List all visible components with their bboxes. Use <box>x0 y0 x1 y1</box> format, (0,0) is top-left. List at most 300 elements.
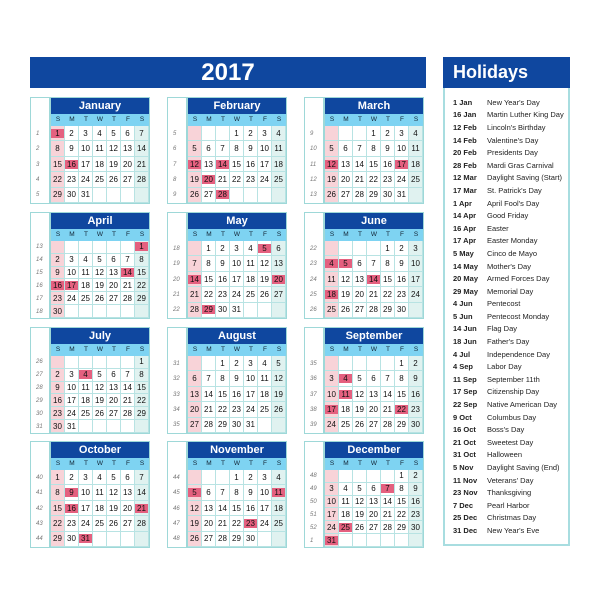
day-cell[interactable] <box>93 292 107 305</box>
holiday-day-cell[interactable] <box>258 241 272 256</box>
holiday-day-cell[interactable] <box>188 272 202 287</box>
day-cell[interactable] <box>395 126 409 141</box>
day-cell[interactable] <box>188 501 202 516</box>
day-cell[interactable] <box>244 371 258 386</box>
day-cell[interactable] <box>135 279 149 292</box>
day-cell[interactable] <box>367 303 381 318</box>
day-cell[interactable] <box>367 287 381 302</box>
day-cell[interactable] <box>93 369 107 382</box>
day-cell[interactable] <box>107 292 121 305</box>
day-cell[interactable] <box>258 287 272 302</box>
day-cell[interactable] <box>216 371 230 386</box>
day-cell[interactable] <box>216 356 230 371</box>
day-cell[interactable] <box>353 402 367 417</box>
day-cell[interactable] <box>51 305 65 318</box>
day-cell[interactable] <box>409 141 423 156</box>
day-cell[interactable] <box>202 485 216 500</box>
day-cell[interactable] <box>244 356 258 371</box>
day-cell[interactable] <box>367 172 381 187</box>
holiday-day-cell[interactable] <box>395 157 409 172</box>
day-cell[interactable] <box>51 369 65 382</box>
day-cell[interactable] <box>65 394 79 407</box>
holiday-day-cell[interactable] <box>325 287 339 302</box>
day-cell[interactable] <box>107 382 121 395</box>
holiday-day-cell[interactable] <box>65 157 79 172</box>
day-cell[interactable] <box>325 303 339 318</box>
day-cell[interactable] <box>107 172 121 187</box>
holiday-day-cell[interactable] <box>325 402 339 417</box>
day-cell[interactable] <box>395 272 409 287</box>
day-cell[interactable] <box>230 402 244 417</box>
day-cell[interactable] <box>135 470 149 485</box>
day-cell[interactable] <box>230 256 244 271</box>
day-cell[interactable] <box>121 407 135 420</box>
day-cell[interactable] <box>367 402 381 417</box>
day-cell[interactable] <box>258 387 272 402</box>
day-cell[interactable] <box>216 532 230 547</box>
day-cell[interactable] <box>51 382 65 395</box>
day-cell[interactable] <box>135 172 149 187</box>
day-cell[interactable] <box>216 485 230 500</box>
holiday-day-cell[interactable] <box>339 256 353 271</box>
day-cell[interactable] <box>244 470 258 485</box>
day-cell[interactable] <box>121 126 135 141</box>
day-cell[interactable] <box>395 172 409 187</box>
day-cell[interactable] <box>51 267 65 280</box>
holiday-day-cell[interactable] <box>367 272 381 287</box>
day-cell[interactable] <box>65 369 79 382</box>
holiday-day-cell[interactable] <box>325 534 339 547</box>
day-cell[interactable] <box>353 172 367 187</box>
day-cell[interactable] <box>325 371 339 386</box>
day-cell[interactable] <box>202 516 216 531</box>
day-cell[interactable] <box>258 157 272 172</box>
day-cell[interactable] <box>367 418 381 433</box>
day-cell[interactable] <box>93 172 107 187</box>
day-cell[interactable] <box>339 418 353 433</box>
day-cell[interactable] <box>381 157 395 172</box>
day-cell[interactable] <box>121 501 135 516</box>
day-cell[interactable] <box>51 292 65 305</box>
day-cell[interactable] <box>216 387 230 402</box>
day-cell[interactable] <box>216 256 230 271</box>
day-cell[interactable] <box>202 256 216 271</box>
day-cell[interactable] <box>339 157 353 172</box>
day-cell[interactable] <box>79 279 93 292</box>
day-cell[interactable] <box>409 241 423 256</box>
day-cell[interactable] <box>65 516 79 531</box>
day-cell[interactable] <box>107 141 121 156</box>
day-cell[interactable] <box>272 241 286 256</box>
day-cell[interactable] <box>121 470 135 485</box>
day-cell[interactable] <box>65 292 79 305</box>
day-cell[interactable] <box>367 256 381 271</box>
day-cell[interactable] <box>409 483 423 496</box>
day-cell[interactable] <box>353 303 367 318</box>
holiday-day-cell[interactable] <box>65 279 79 292</box>
day-cell[interactable] <box>79 394 93 407</box>
day-cell[interactable] <box>93 501 107 516</box>
day-cell[interactable] <box>325 418 339 433</box>
day-cell[interactable] <box>216 418 230 433</box>
day-cell[interactable] <box>230 387 244 402</box>
day-cell[interactable] <box>258 501 272 516</box>
day-cell[interactable] <box>258 172 272 187</box>
day-cell[interactable] <box>216 516 230 531</box>
day-cell[interactable] <box>121 369 135 382</box>
day-cell[interactable] <box>79 188 93 203</box>
day-cell[interactable] <box>272 516 286 531</box>
day-cell[interactable] <box>367 496 381 509</box>
day-cell[interactable] <box>409 387 423 402</box>
day-cell[interactable] <box>216 172 230 187</box>
day-cell[interactable] <box>230 287 244 302</box>
day-cell[interactable] <box>381 241 395 256</box>
holiday-day-cell[interactable] <box>79 369 93 382</box>
day-cell[interactable] <box>51 420 65 433</box>
holiday-day-cell[interactable] <box>216 188 230 203</box>
day-cell[interactable] <box>409 272 423 287</box>
day-cell[interactable] <box>121 382 135 395</box>
day-cell[interactable] <box>135 126 149 141</box>
day-cell[interactable] <box>65 532 79 547</box>
day-cell[interactable] <box>381 508 395 521</box>
holiday-day-cell[interactable] <box>325 157 339 172</box>
day-cell[interactable] <box>188 287 202 302</box>
day-cell[interactable] <box>272 172 286 187</box>
day-cell[interactable] <box>79 292 93 305</box>
day-cell[interactable] <box>230 303 244 318</box>
day-cell[interactable] <box>188 516 202 531</box>
day-cell[interactable] <box>65 254 79 267</box>
day-cell[interactable] <box>188 303 202 318</box>
day-cell[interactable] <box>135 254 149 267</box>
day-cell[interactable] <box>107 157 121 172</box>
day-cell[interactable] <box>51 172 65 187</box>
day-cell[interactable] <box>244 418 258 433</box>
day-cell[interactable] <box>188 172 202 187</box>
holiday-day-cell[interactable] <box>51 279 65 292</box>
day-cell[interactable] <box>93 516 107 531</box>
day-cell[interactable] <box>353 418 367 433</box>
day-cell[interactable] <box>244 402 258 417</box>
day-cell[interactable] <box>65 420 79 433</box>
day-cell[interactable] <box>216 141 230 156</box>
day-cell[interactable] <box>202 272 216 287</box>
day-cell[interactable] <box>202 141 216 156</box>
day-cell[interactable] <box>381 402 395 417</box>
day-cell[interactable] <box>381 272 395 287</box>
day-cell[interactable] <box>135 407 149 420</box>
day-cell[interactable] <box>188 188 202 203</box>
day-cell[interactable] <box>395 188 409 203</box>
day-cell[interactable] <box>202 371 216 386</box>
day-cell[interactable] <box>258 470 272 485</box>
day-cell[interactable] <box>395 256 409 271</box>
day-cell[interactable] <box>121 279 135 292</box>
day-cell[interactable] <box>325 521 339 534</box>
day-cell[interactable] <box>107 485 121 500</box>
day-cell[interactable] <box>107 470 121 485</box>
day-cell[interactable] <box>79 382 93 395</box>
day-cell[interactable] <box>339 287 353 302</box>
day-cell[interactable] <box>188 402 202 417</box>
day-cell[interactable] <box>107 254 121 267</box>
day-cell[interactable] <box>409 418 423 433</box>
day-cell[interactable] <box>325 272 339 287</box>
day-cell[interactable] <box>230 172 244 187</box>
day-cell[interactable] <box>409 521 423 534</box>
day-cell[interactable] <box>202 188 216 203</box>
day-cell[interactable] <box>230 126 244 141</box>
day-cell[interactable] <box>353 272 367 287</box>
day-cell[interactable] <box>339 172 353 187</box>
day-cell[interactable] <box>79 501 93 516</box>
day-cell[interactable] <box>93 485 107 500</box>
day-cell[interactable] <box>409 402 423 417</box>
day-cell[interactable] <box>107 126 121 141</box>
day-cell[interactable] <box>135 485 149 500</box>
day-cell[interactable] <box>367 141 381 156</box>
day-cell[interactable] <box>409 172 423 187</box>
day-cell[interactable] <box>244 172 258 187</box>
day-cell[interactable] <box>353 157 367 172</box>
holiday-day-cell[interactable] <box>325 256 339 271</box>
day-cell[interactable] <box>325 172 339 187</box>
day-cell[interactable] <box>65 141 79 156</box>
day-cell[interactable] <box>272 356 286 371</box>
day-cell[interactable] <box>244 241 258 256</box>
day-cell[interactable] <box>244 141 258 156</box>
day-cell[interactable] <box>395 496 409 509</box>
day-cell[interactable] <box>409 371 423 386</box>
day-cell[interactable] <box>381 141 395 156</box>
day-cell[interactable] <box>230 241 244 256</box>
day-cell[interactable] <box>244 287 258 302</box>
day-cell[interactable] <box>381 496 395 509</box>
day-cell[interactable] <box>244 272 258 287</box>
day-cell[interactable] <box>339 483 353 496</box>
day-cell[interactable] <box>51 407 65 420</box>
day-cell[interactable] <box>93 157 107 172</box>
day-cell[interactable] <box>244 387 258 402</box>
day-cell[interactable] <box>121 485 135 500</box>
day-cell[interactable] <box>272 387 286 402</box>
day-cell[interactable] <box>93 407 107 420</box>
day-cell[interactable] <box>188 371 202 386</box>
day-cell[interactable] <box>395 418 409 433</box>
day-cell[interactable] <box>135 369 149 382</box>
day-cell[interactable] <box>79 126 93 141</box>
day-cell[interactable] <box>230 470 244 485</box>
holiday-day-cell[interactable] <box>65 501 79 516</box>
day-cell[interactable] <box>272 157 286 172</box>
day-cell[interactable] <box>79 254 93 267</box>
day-cell[interactable] <box>135 157 149 172</box>
day-cell[interactable] <box>381 387 395 402</box>
day-cell[interactable] <box>258 371 272 386</box>
day-cell[interactable] <box>381 287 395 302</box>
day-cell[interactable] <box>93 267 107 280</box>
holiday-day-cell[interactable] <box>135 501 149 516</box>
day-cell[interactable] <box>339 508 353 521</box>
day-cell[interactable] <box>93 141 107 156</box>
day-cell[interactable] <box>272 501 286 516</box>
day-cell[interactable] <box>188 141 202 156</box>
day-cell[interactable] <box>135 516 149 531</box>
day-cell[interactable] <box>216 287 230 302</box>
day-cell[interactable] <box>395 371 409 386</box>
day-cell[interactable] <box>381 303 395 318</box>
day-cell[interactable] <box>65 407 79 420</box>
day-cell[interactable] <box>51 157 65 172</box>
day-cell[interactable] <box>135 394 149 407</box>
day-cell[interactable] <box>93 470 107 485</box>
day-cell[interactable] <box>93 254 107 267</box>
day-cell[interactable] <box>216 303 230 318</box>
day-cell[interactable] <box>188 532 202 547</box>
day-cell[interactable] <box>258 126 272 141</box>
day-cell[interactable] <box>107 369 121 382</box>
day-cell[interactable] <box>65 267 79 280</box>
day-cell[interactable] <box>51 532 65 547</box>
holiday-day-cell[interactable] <box>272 485 286 500</box>
day-cell[interactable] <box>325 387 339 402</box>
day-cell[interactable] <box>339 272 353 287</box>
day-cell[interactable] <box>381 521 395 534</box>
holiday-day-cell[interactable] <box>202 303 216 318</box>
day-cell[interactable] <box>79 407 93 420</box>
day-cell[interactable] <box>216 272 230 287</box>
day-cell[interactable] <box>244 532 258 547</box>
day-cell[interactable] <box>188 418 202 433</box>
day-cell[interactable] <box>93 394 107 407</box>
day-cell[interactable] <box>230 141 244 156</box>
day-cell[interactable] <box>65 172 79 187</box>
day-cell[interactable] <box>409 157 423 172</box>
holiday-day-cell[interactable] <box>121 267 135 280</box>
day-cell[interactable] <box>381 256 395 271</box>
holiday-day-cell[interactable] <box>65 485 79 500</box>
day-cell[interactable] <box>230 501 244 516</box>
day-cell[interactable] <box>202 287 216 302</box>
day-cell[interactable] <box>135 141 149 156</box>
day-cell[interactable] <box>135 292 149 305</box>
day-cell[interactable] <box>65 126 79 141</box>
day-cell[interactable] <box>367 387 381 402</box>
day-cell[interactable] <box>353 141 367 156</box>
day-cell[interactable] <box>381 188 395 203</box>
day-cell[interactable] <box>258 516 272 531</box>
day-cell[interactable] <box>409 287 423 302</box>
day-cell[interactable] <box>202 532 216 547</box>
day-cell[interactable] <box>230 371 244 386</box>
day-cell[interactable] <box>244 126 258 141</box>
day-cell[interactable] <box>230 272 244 287</box>
day-cell[interactable] <box>65 470 79 485</box>
day-cell[interactable] <box>79 157 93 172</box>
holiday-day-cell[interactable] <box>244 516 258 531</box>
day-cell[interactable] <box>121 141 135 156</box>
day-cell[interactable] <box>325 188 339 203</box>
holiday-day-cell[interactable] <box>202 172 216 187</box>
holiday-day-cell[interactable] <box>51 126 65 141</box>
day-cell[interactable] <box>230 516 244 531</box>
day-cell[interactable] <box>367 157 381 172</box>
day-cell[interactable] <box>353 521 367 534</box>
day-cell[interactable] <box>409 470 423 483</box>
day-cell[interactable] <box>51 485 65 500</box>
holiday-day-cell[interactable] <box>381 483 395 496</box>
day-cell[interactable] <box>79 485 93 500</box>
day-cell[interactable] <box>135 356 149 369</box>
day-cell[interactable] <box>93 382 107 395</box>
day-cell[interactable] <box>339 303 353 318</box>
day-cell[interactable] <box>93 126 107 141</box>
day-cell[interactable] <box>202 402 216 417</box>
holiday-day-cell[interactable] <box>135 241 149 254</box>
day-cell[interactable] <box>381 126 395 141</box>
day-cell[interactable] <box>216 241 230 256</box>
day-cell[interactable] <box>258 485 272 500</box>
day-cell[interactable] <box>395 287 409 302</box>
day-cell[interactable] <box>409 356 423 371</box>
day-cell[interactable] <box>51 141 65 156</box>
day-cell[interactable] <box>258 256 272 271</box>
day-cell[interactable] <box>121 292 135 305</box>
day-cell[interactable] <box>272 287 286 302</box>
day-cell[interactable] <box>216 501 230 516</box>
day-cell[interactable] <box>230 418 244 433</box>
day-cell[interactable] <box>79 141 93 156</box>
holiday-day-cell[interactable] <box>216 157 230 172</box>
day-cell[interactable] <box>395 387 409 402</box>
day-cell[interactable] <box>121 172 135 187</box>
day-cell[interactable] <box>65 188 79 203</box>
day-cell[interactable] <box>258 272 272 287</box>
day-cell[interactable] <box>325 483 339 496</box>
day-cell[interactable] <box>353 256 367 271</box>
day-cell[interactable] <box>381 172 395 187</box>
day-cell[interactable] <box>325 508 339 521</box>
day-cell[interactable] <box>202 387 216 402</box>
day-cell[interactable] <box>395 483 409 496</box>
day-cell[interactable] <box>79 267 93 280</box>
holiday-day-cell[interactable] <box>339 387 353 402</box>
day-cell[interactable] <box>339 141 353 156</box>
day-cell[interactable] <box>381 371 395 386</box>
day-cell[interactable] <box>51 188 65 203</box>
day-cell[interactable] <box>395 141 409 156</box>
day-cell[interactable] <box>339 496 353 509</box>
day-cell[interactable] <box>51 254 65 267</box>
day-cell[interactable] <box>79 172 93 187</box>
day-cell[interactable] <box>107 407 121 420</box>
day-cell[interactable] <box>107 394 121 407</box>
day-cell[interactable] <box>107 267 121 280</box>
day-cell[interactable] <box>188 387 202 402</box>
day-cell[interactable] <box>395 470 409 483</box>
day-cell[interactable] <box>367 188 381 203</box>
day-cell[interactable] <box>353 496 367 509</box>
day-cell[interactable] <box>367 508 381 521</box>
day-cell[interactable] <box>51 470 65 485</box>
day-cell[interactable] <box>121 516 135 531</box>
day-cell[interactable] <box>339 402 353 417</box>
day-cell[interactable] <box>367 371 381 386</box>
day-cell[interactable] <box>258 141 272 156</box>
day-cell[interactable] <box>202 241 216 256</box>
